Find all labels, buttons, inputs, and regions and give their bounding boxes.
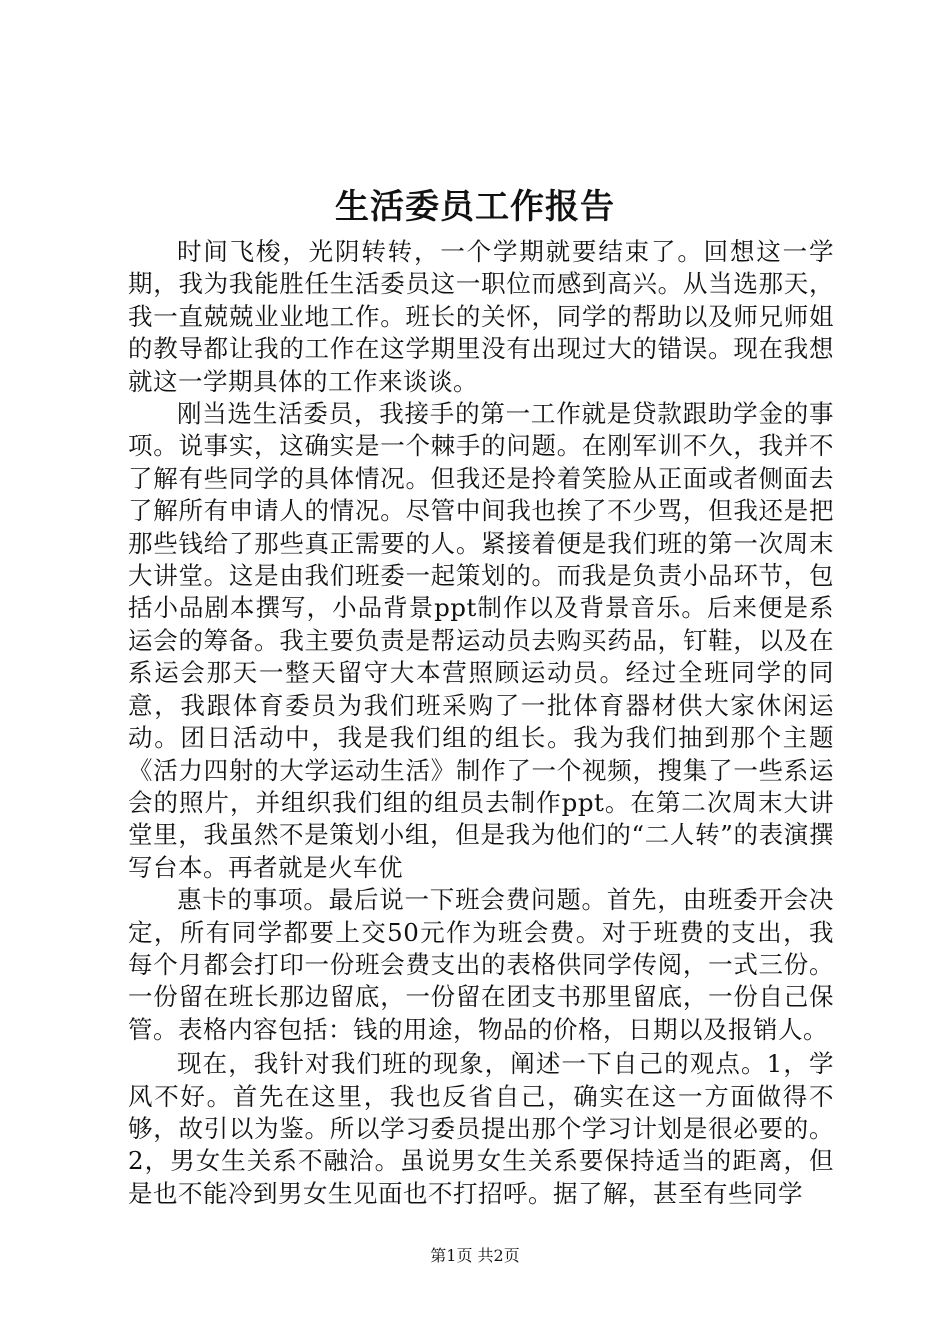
document-title: 生活委员工作报告 [335, 187, 615, 227]
paragraph-intro: 时间飞梭，光阴转转，一个学期就要结束了。回想这一学期，我为我能胜任生活委员这一职位而感到高兴。从当选那天，我一直兢兢业业地工作。班长的关怀，同学的帮助以及师兄师姐的教导都让我的工作在这学期里没有出现过大的错误。现在我想就这一学期具体的工作来谈谈。 [128, 237, 834, 396]
paragraph-opinions: 现在，我针对我们班的现象，阐述一下自己的观点。1，学风不好。首先在这里，我也反省自己，确实在这一方面做得不够，故引以为鉴。所以学习委员提出那个学习计划是很必要的。2，男女生关系不融洽。虽说男女生关系要保持适当的距离，但是也不能冷到男女生见面也不打招呼。据了解，甚至有些同学 [128, 1049, 834, 1208]
document-body [128, 236, 834, 1210]
page-number-footer: 第1页 共2页 [430, 1246, 520, 1265]
paragraph-class-fee: 惠卡的事项。最后说一下班会费问题。首先，由班委开会决定，所有同学都要上交50元作为班会费。对于班费的支出，我每个月都会打印一份班会费支出的表格供同学传阅，一式三份。一份留在班长那边留底，一份留在团支书那里留底，一份自己保管。表格内容包括：钱的用途，物品的价格，日期以及报销人。 [128, 885, 834, 1044]
paragraph-work-items: 刚当选生活委员，我接手的第一工作就是贷款跟助学金的事项。说事实，这确实是一个棘手的问题。在刚军训不久，我并不了解有些同学的具体情况。但我还是拎着笑脸从正面或者侧面去了解所有申请人的情况。尽管中间我也挨了不少骂，但我还是把那些钱给了那些真正需要的人。紧接着便是我们班的第一次周末大讲堂。这是由我们班委一起策划的。而我是负责小品环节，包括小品剧本撰写，小品背景ppt制作以及背景音乐。后来便是系运会的筹备。我主要负责是帮运动员去购买药品，钉鞋，以及在系运会那天一整天留守大本营照顾运动员。经过全班同学的同意，我跟体育委员为我们班采购了一批体育器材供大家休闲运动。团日活动中，我是我们组的组长。我为我们抽到那个主题《活力四射的大学运动生活》制作了一个视频，搜集了一些系运会的照片，并组织我们组的组员去制作ppt。在第二次周末大讲堂里，我虽然不是策划小组，但是我为他们的“二人转”的表演撰写台本。再者就是火车优 [128, 399, 834, 882]
